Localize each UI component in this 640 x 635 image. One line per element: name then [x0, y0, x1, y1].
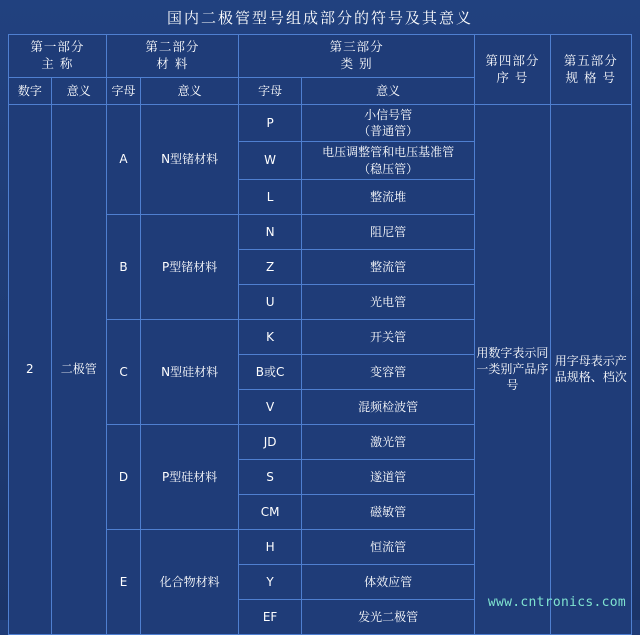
type-letter-B-2: U	[239, 284, 302, 319]
header-sub-digit: 数字	[9, 78, 52, 105]
header-sub-letter2: 字母	[106, 78, 141, 105]
header-part2-line1: 第二部分	[145, 39, 200, 55]
type-meaning-line2: （普通管）	[358, 124, 419, 139]
type-meaning-E-0: 恒流管	[302, 529, 475, 564]
material-letter-D: D	[106, 424, 141, 529]
header-part3	[239, 35, 475, 78]
type-letter-A-0: P	[239, 105, 302, 142]
type-letter-C-1: B或C	[239, 354, 302, 389]
table-row	[9, 105, 632, 142]
header-part1-line2: 主 称	[41, 56, 74, 71]
header-part1	[9, 35, 107, 78]
material-meaning-E: 化合物材料	[141, 529, 239, 634]
header-part4	[475, 35, 550, 105]
header-part4-line2: 序 号	[496, 69, 529, 85]
type-meaning-D-1: 遂道管	[302, 459, 475, 494]
type-letter-A-2: L	[239, 179, 302, 214]
type-meaning-A-0	[302, 105, 475, 142]
header-part2	[106, 35, 238, 78]
type-letter-D-0: JD	[239, 424, 302, 459]
type-letter-E-2: EF	[239, 599, 302, 634]
material-meaning-A: N型锗材料	[141, 105, 239, 215]
type-meaning-A-1	[302, 142, 475, 179]
type-letter-D-2: CM	[239, 494, 302, 529]
part4-text: 用数字表示同一类别产品序号	[475, 105, 550, 635]
header-part5	[550, 35, 632, 105]
header-part5-line2: 规 格 号	[565, 69, 616, 85]
type-meaning-line1: 小信号管	[364, 108, 413, 122]
material-meaning-D: P型硅材料	[141, 424, 239, 529]
type-meaning-B-1: 整流管	[302, 249, 475, 284]
page-title: 国内二极管型号组成部分的符号及其意义	[166, 9, 473, 27]
type-meaning-B-0: 阻尼管	[302, 214, 475, 249]
header-part3-line2: 类 别	[340, 56, 373, 71]
type-letter-D-1: S	[239, 459, 302, 494]
header-part4-line1: 第四部分	[485, 52, 540, 68]
type-meaning-B-2: 光电管	[302, 284, 475, 319]
part1-digit: 2	[9, 105, 52, 635]
type-meaning-E-2: 发光二极管	[302, 599, 475, 634]
material-letter-B: B	[106, 214, 141, 319]
type-meaning-C-1: 变容管	[302, 354, 475, 389]
type-letter-C-0: K	[239, 319, 302, 354]
type-meaning-C-2: 混频检波管	[302, 389, 475, 424]
type-meaning-D-2: 磁敏管	[302, 494, 475, 529]
material-letter-A: A	[106, 105, 141, 215]
header-part5-line1: 第五部分	[563, 52, 618, 68]
header-part1-line1: 第一部分	[30, 39, 85, 55]
type-meaning-line2: （稳压管）	[358, 161, 419, 176]
type-letter-C-2: V	[239, 389, 302, 424]
type-letter-E-1: Y	[239, 564, 302, 599]
header-sub-meaning2: 意义	[141, 78, 239, 105]
header-sub-letter3: 字母	[239, 78, 302, 105]
type-meaning-E-1: 体效应管	[302, 564, 475, 599]
type-meaning-D-0: 激光管	[302, 424, 475, 459]
watermark: www.cntronics.com	[487, 595, 626, 610]
header-sub-meaning3: 意义	[302, 78, 475, 105]
material-meaning-B: P型锗材料	[141, 214, 239, 319]
type-letter-B-0: N	[239, 214, 302, 249]
part1-meaning: 二极管	[51, 105, 106, 635]
type-meaning-line1: 电压调整管和电压基准管	[322, 145, 455, 160]
table-header-row-1	[9, 35, 632, 78]
header-part3-line1: 第三部分	[329, 39, 384, 55]
diode-model-table	[8, 34, 632, 635]
type-meaning-C-0: 开关管	[302, 319, 475, 354]
type-letter-B-1: Z	[239, 249, 302, 284]
material-letter-C: C	[106, 319, 141, 424]
type-letter-A-1: W	[239, 142, 302, 179]
type-letter-E-0: H	[239, 529, 302, 564]
material-meaning-C: N型硅材料	[141, 319, 239, 424]
part5-text: 用字母表示产品规格、档次	[550, 105, 632, 635]
header-sub-meaning1: 意义	[51, 78, 106, 105]
header-part2-line2: 材 料	[156, 56, 189, 71]
type-meaning-A-2: 整流堆	[302, 179, 475, 214]
material-letter-E: E	[106, 529, 141, 634]
